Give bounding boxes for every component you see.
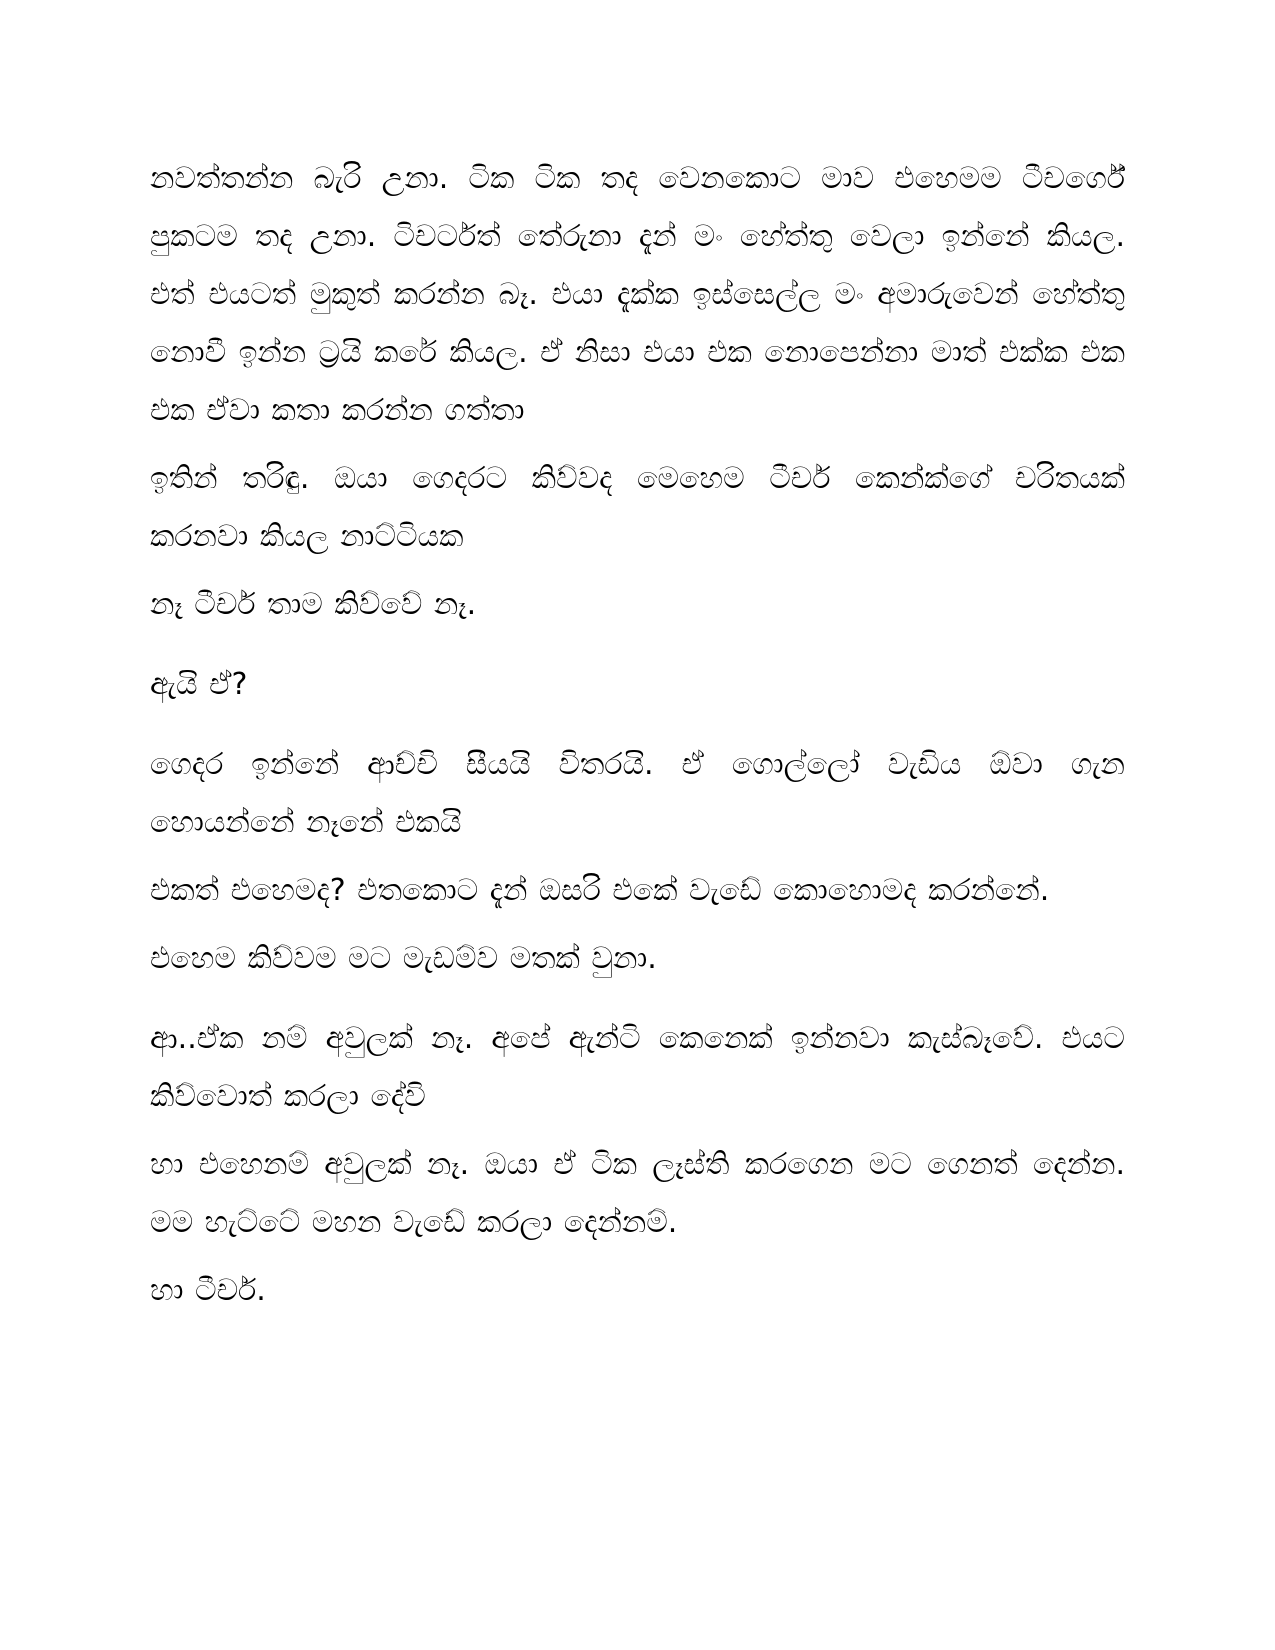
paragraph-8: ආ..ඒක නම් අවුලක් නෑ. අපේ ඇන්ටි කෙනෙක් ඉන්නවා කැස්බෑවේ. එයට කිව්වොත් කරලා දේවි xyxy=(150,1021,1125,1114)
paragraph-9: හා එහෙනම් අවුලක් නෑ. ඔයා ඒ ටික ලෑස්ති කරගෙන මට ගෙනත් දෙන්න. මම හැට්ටේ මහන වැඩේ කරලා දෙන්නම්. xyxy=(150,1147,1125,1240)
paragraph-3: නෑ ටීචර් තාම කිව්වේ නෑ. xyxy=(150,587,477,622)
paragraph-6: එකත් එහෙමද? එතකොට දැන් ඔසරි එකේ වැඩේ කොහොමද කරන්නේ. xyxy=(150,873,1050,908)
paragraph-4: ඇයි ඒ? xyxy=(150,667,248,702)
document-page xyxy=(150,150,1125,1330)
paragraph-5: ගෙදර ඉන්නේ ආච්චි සීයයි විතරයි. ඒ ගොල්ලෝ වැඩිය ඕවා ගැන හොයන්නේ නෑනේ එකයි xyxy=(150,747,1125,840)
paragraph-10: හා ටීචර්. xyxy=(150,1273,266,1308)
paragraph-1: නවත්තන්න බැරි උනා. ටික ටික තද වෙනකොට මාව එහෙමම ටීචර්ගේ පුකටම තද උනා. ටිචර්ටත් තේරුනා දැන් මං හේත්තු වෙලා ඉන්නේ කියල. එත් එයටත් මුකුත් කරන්න බෑ. එයා දැක්ක ඉස්සෙල්ල මං අමාරුවෙන් හේත්තු නොවී ඉන්න ට්‍රයි කරේ කියල. ඒ නිසා එයා එක නොපෙන්නා මාත් එක්ක එක එක ඒවා කතා කරන්න ගත්තා xyxy=(150,161,1125,428)
paragraph-2: ඉතින් තරිඳු. ඔයා ගෙදරට කිව්වද මෙහෙම ටීචර් කෙන්ක්ගේ චරිතයක් කරනවා කියල නාට්ටියක xyxy=(150,461,1125,554)
paragraph-7: එහෙම කිව්වම මට මැඩම්ව මතක් වුනා. xyxy=(150,941,657,976)
